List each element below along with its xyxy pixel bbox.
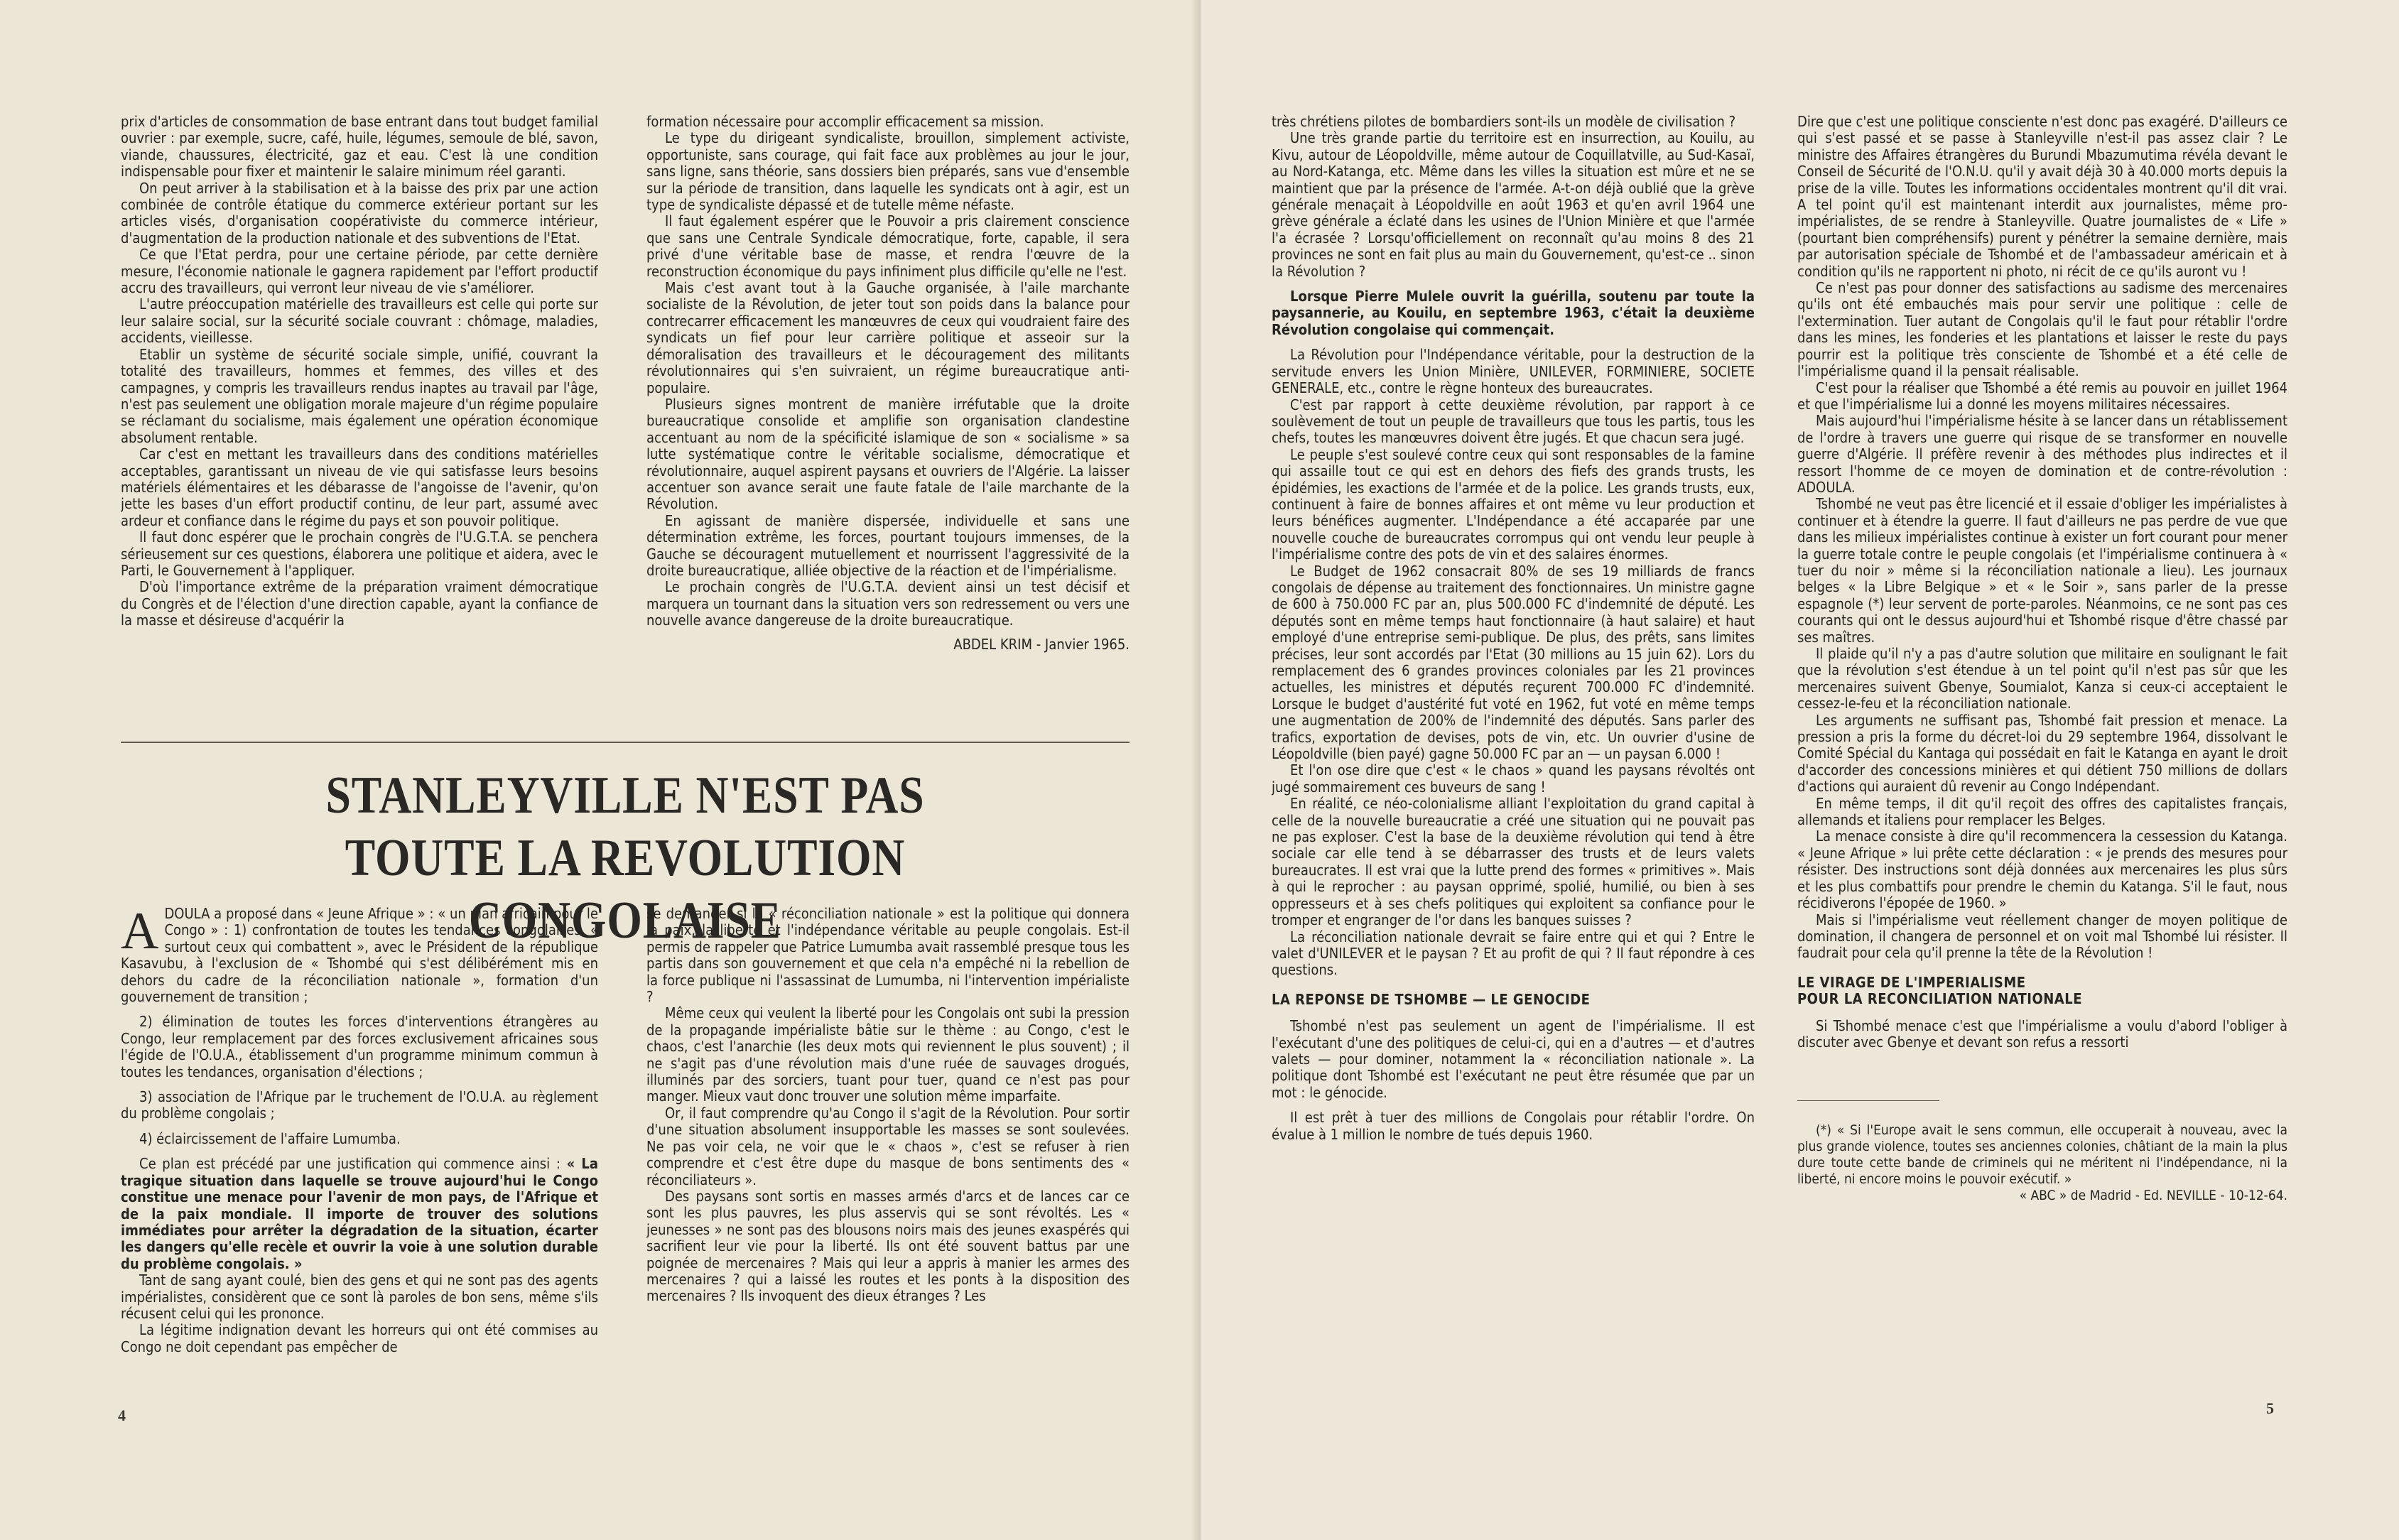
paragraph: Le prochain congrès de l'U.G.T.A. devient ainsi un test décisif et marquera un tournant dans la situation vers son redressement ou vers une nouvelle avance dangereuse de la droite bureaucratique. (646, 578, 1130, 629)
page-number: 5 (2266, 1399, 2274, 1417)
bold-paragraph: Lorsque Pierre Mulele ouvrit la guérilla, soutenu par toute la paysannerie, au Kouilu, en septembre 1963, c'était la deuxième Révolution congolaise qui commençait. (1272, 288, 1755, 338)
section-heading (1797, 975, 2287, 1008)
paragraph: Si Tshombé menace c'est que l'impérialisme a voulu d'abord l'obliger à discuter avec Gbenye et devant son refus a ressorti (1797, 1016, 2287, 1051)
section-divider (121, 742, 1130, 743)
paragraph-intro: Ce plan est précédé par une justification qui commence ainsi : (139, 1155, 567, 1173)
paragraph: En réalité, ce néo-colonialisme alliant l'exploitation du grand capital à celle de la nouvelle bureaucratie a créé une situation qui ne pouvait pas ne pas exploser. C'est la base de la deuxième révolution qui tend à être sociale car elle tend à se débarrasser des trusts et de leurs valets bureaucrates. Il est vrai que la lutte prend des formes « primitives ». Mais à qui le reprocher : au paysan opprimé, spolié, humilié, ou bien à ses oppresseurs et à ses chefs politiques qui exploitent sa confiance pour le tromper et engranger de l'or dans les banques suisses ? (1272, 795, 1755, 929)
paragraph: Ce n'est pas pour donner des satisfactions au sadisme des mercenaires qu'ils ont été embauchés mais pour servir une politique : celle de l'extermination. Tuer autant de Congolais qu'il le faut pour rétablir l'ordre dans les mines, les fonderies et les plantations et laisser le reste du pays pourrir est la politique très consciente de Tshombé et a été celle de l'impérialisme quand il la pensait réalisable. (1797, 279, 2287, 380)
paragraph: très chrétiens pilotes de bombardiers sont-ils un modèle de civilisation ? (1272, 114, 1736, 130)
paragraph: Dire que c'est une politique consciente n'est donc pas exagéré. D'ailleurs ce qui s'est passé et se passe à Stanleyville n'est-il pas assez clair ? Le ministre des Affaires étrangères du Burundi Mbazumutima révéla devant le Conseil de Sécurité de l'O.N.U. qu'il y avait déjà 30 à 40.000 morts depuis la prise de la ville. Toutes les informations occidentales montrent qu'il dit vrai. A tel point qu'il est maintenant interdit aux journalistes, même pro-impérialistes, de se rendre à Stanleyville. Quatre journalistes de « Life » (pourtant bien compréhensifs) purent y pénétrer la semaine dernière, mais par autorisation spéciale de Tshombé et de l'ambassadeur américain et à condition qu'ils ne rapportent ni photo, ni récit de ce qu'ils auront vu ! (1797, 114, 2287, 280)
paragraph (121, 1156, 598, 1272)
right-column-2 (1797, 114, 2287, 1392)
paragraph: 2) élimination de toutes les forces d'interventions étrangères au Congo, leur remplacement par des forces exclusivement africaines sous l'égide de l'O.U.A., établissement d'un programme minimum commun à toutes les tendances, organisation d'élections ; (121, 1013, 598, 1080)
paragraph: Plusieurs signes montrent de manière irréfutable que la droite bureaucratique consolide et amplifie son organisation clandestine accentuant au nom de la spécificité islamique de son « socialisme » sa lutte systématique contre le véritable socialisme, démocratique et révolutionnaire, auquel aspirent paysans et ouvriers de l'Algérie. La laisser accentuer son avance serait une faute fatale de l'aile marchante de la Révolution. (646, 395, 1130, 513)
left-upper-column-1 (121, 114, 598, 739)
footnote-divider (1797, 1100, 1939, 1101)
paragraph: Etablir un système de sécurité sociale simple, unifié, couvrant la totalité des travailleurs, hommes et femmes, des villes et des campagnes, y compris les travailleurs rendus inaptes au travail par l'âge, n'est pas seulement une obligation morale majeure d'un régime populaire se réclamant du socialisme, mais également une opération économique absolument rentable. (121, 345, 598, 446)
paragraph: Le Budget de 1962 consacrait 80% de ses 19 milliards de francs congolais de dépense au traitement des fonctionnaires. Un ministre gagne de 600 à 750.000 FC par an, plus 500.000 FC d'indemnité de député. Les députés sont en même temps haut fonctionnaire (à haut salaire) et haut employé d'une entreprise semi-publique. De plus, des prêts, sans limites précises, leur sont accordés par l'Etat (30 millions au 15 juin 62). Lors du remplacement des 6 grandes provinces coloniales par les 21 provinces actuelles, les ministres et députés reçurent 700.000 FC d'indemnité. Lorsque le budget d'austérité fut voté en 1962, fut voté en même temps une augmentation de 200% de l'indemnité des députés. Sans parler des trafics, exportation de devises, pots de vin, etc. Un ouvrier d'usine de Léopoldville (bien payé) gagne 50.000 FC par an — un paysan 6.000 ! (1272, 562, 1755, 763)
paragraph: Il faut donc espérer que le prochain congrès de l'U.G.T.A. se penchera sérieusement sur ces questions, élaborera une politique et aidera, avec le Parti, le Gouvernement à l'appliquer. (121, 528, 598, 579)
paragraph: Tshombé ne veut pas être licencié et il essaie d'obliger les impérialistes à continuer et à étendre la guerre. Il faut d'ailleurs ne pas perdre de vue que dans les milieux impérialistes continue à exister un fort courant pour mener la guerre totale contre le peuple congolais (et l'impérialisme continuera à « tuer du noir » même si la réconciliation nationale a lieu). Les journaux belges « la Libre Belgique » et « le Soir », sans parler de la presse espagnole (*) leur servent de porte-paroles. Néanmoins, ce ne sont pas ces courants qui ont le dessus aujourd'hui et Tshombé risque d'être chassé par ses maîtres. (1797, 495, 2287, 646)
page-number: 4 (118, 1406, 126, 1424)
author-signature: ABDEL KRIM - Janvier 1965. (953, 635, 1130, 653)
paragraph: Il est prêt à tuer des millions de Congolais pour rétablir l'ordre. On évalue à 1 million le nombre de tués depuis 1960. (1272, 1109, 1755, 1143)
paragraph: C'est par rapport à cette deuxième révolution, par rapport à ce soulèvement de tout un peuple de travailleurs que tous les partis, tous les chefs, toutes les manœuvres doivent être jugés. Et que chacun sera jugé. (1272, 396, 1755, 447)
paragraph: Le peuple s'est soulevé contre ceux qui sont responsables de la famine qui assaille tout ce qui est en dehors des fiefs des grands trusts, les épidémies, les exactions de l'armée et de la police. Les grands trusts, eux, continuent à faire de bonnes affaires et ont même vu leur production et leurs bénéfices augmenter. L'Indépendance a été accaparée par une nouvelle couche de bureaucrates corrompus qui ont vendu leur peuple à l'impérialisme contre des pots de vin et des salaires énormes. (1272, 445, 1755, 563)
left-upper-column-2 (646, 114, 1130, 739)
paragraph: C'est pour la réaliser que Tshombé a été remis au pouvoir en juillet 1964 et que l'impérialisme lui a donné les moyens militaires nécessaires. (1797, 379, 2287, 413)
footnote: (*) « Si l'Europe avait le sens commun, elle occuperait à nouveau, avec la plus grande violence, toutes ses anciennes colonies, châtiant de la main la plus dure toute cette bande de criminels qui ne méritent ni l'indépendance, ni la liberté, ni encore moins le pouvoir exécutif. » (1797, 1122, 2287, 1188)
bold-quote: « La tragique situation dans laquelle se trouve aujourd'hui le Congo constitue une menace pour l'avenir de mon pays, de l'Afrique et de la paix mondiale. Il importe de trouver des solutions immédiates pour arrêter la dégradation de la situation, écarter les dangers qu'elle recèle et ouvrir la voie à une solution durable du problème congolais. » (121, 1155, 598, 1272)
paragraph: Et l'on ose dire que c'est « le chaos » quand les paysans révoltés ont jugé sommairement ces buveurs de sang ! (1272, 761, 1755, 796)
section-heading-line-1: LE VIRAGE DE L'IMPERIALISME (1797, 973, 2026, 991)
article-column-1 (121, 906, 598, 1414)
paragraph: Mais aujourd'hui l'impérialisme hésite à se lancer dans un rétablissement de l'ordre à travers une guerre qui risque de se transformer en nouvelle guerre d'Algérie. Il préfère revenir à des méthodes plus indirectes et il ressort l'homme de ce moyen de domination et de contre-révolution : ADOULA. (1797, 412, 2287, 496)
paragraph: formation nécessaire pour accomplir efficacement sa mission. (646, 114, 1044, 130)
paragraph: Tant de sang ayant coulé, bien des gens et qui ne sont pas des agents impérialistes, considèrent que ce sont là paroles de bon sens, même s'ils récusent celui qui les prononce. (121, 1271, 598, 1322)
paragraph: Même ceux qui veulent la liberté pour les Congolais ont subi la pression de la propagande impérialiste bâtie sur le thème : au Congo, c'est le chaos, c'est l'anarchie (les deux mots qui reviennent le plus souvent) ; il ne s'agit pas d'une révolution mais d'une ruée de sauvages drogués, illuminés par des sorciers, tuant pour tuer, quand ce n'est pas pour manger. Mieux vaut donc trouver une solution même imparfaite. (646, 1004, 1130, 1105)
section-heading: LA REPONSE DE TSHOMBE — LE GENOCIDE (1272, 990, 1591, 1008)
paragraph: Il faut également espérer que le Pouvoir a pris clairement conscience que sans une Centrale Syndicale démocratique, forte, capable, il sera privé d'une véritable base de masse, et rendra l'œuvre de la reconstruction économique du pays infiniment plus difficile qu'elle ne l'est. (646, 212, 1130, 280)
paragraph: Mais si l'impérialisme veut réellement changer de moyen politique de domination, il changera de personnel et on voit mal Tshombé lui résister. Il faudrait pour cela qu'il prenne la tête de la Révolution ! (1797, 911, 2287, 962)
footnote-source: « ABC » de Madrid - Ed. NEVILLE - 10-12-64. (2019, 1188, 2287, 1204)
paragraph: La Révolution pour l'Indépendance véritable, pour la destruction de la servitude envers les Union Minière, UNILEVER, FORMINIERE, SOCIETE GENERALE, etc., contre le règne honteux des bureaucrates. (1272, 346, 1755, 397)
paragraph: Tshombé n'est pas seulement un agent de l'impérialisme. Il est l'exécutant d'une des politiques de celui-ci, qui en a d'autres — et d'autres valets — pour dominer, notamment la « réconciliation nationale ». La politique dont Tshombé est l'exécutant ne peut être résumée que par un mot : le génocide. (1272, 1017, 1755, 1101)
paragraph: La menace consiste à dire qu'il recommencera la cessession du Katanga. « Jeune Afrique » lui prête cette déclaration : « je prends des mesures pour résister. Des instructions sont déjà données aux mercenaires les plus sûrs et les plus combattifs pour prendre le chemin du Katanga. S'il le faut, nous récidiverons l'épopée de 1960. » (1797, 828, 2287, 912)
article-title-line-2: TOUTE LA REVOLUTION CONGOLAISE (345, 829, 906, 950)
right-page (1201, 0, 2399, 1540)
article-column-2 (646, 906, 1130, 1414)
section-heading-line-2: POUR LA RECONCILIATION NATIONALE (1797, 990, 2082, 1008)
paragraph: En agissant de manière dispersée, individuelle et sans une détermination extrême, les forces, pourtant toujours immenses, de la Gauche se découragent mutuellement et nourrissent l'aggressivité de la droite bureaucratique, alliée objective de la réaction et de l'impérialisme. (646, 511, 1130, 579)
paragraph: La réconciliation nationale devrait se faire entre qui et qui ? Entre le valet d'UNILEVER et le paysan ? Et au profit de qui ? Il faut répondre à ces questions. (1272, 928, 1755, 979)
paragraph: L'autre préoccupation matérielle des travailleurs est celle qui porte sur leur salaire social, sur la sécurité sociale couvrant : chômage, maladies, accidents, vieillesse. (121, 295, 598, 347)
paragraph: En même temps, il dit qu'il reçoit des offres des capitalistes français, allemands et italiens pour remplacer les Belges. (1797, 794, 2287, 829)
article-title-line-1: STANLEYVILLE N'EST PAS (325, 766, 925, 825)
paragraph: Une très grande partie du territoire est en insurrection, au Kouilu, au Kivu, autour de Léopoldville, même autour de Coquillatville, au Sud-Kasaï, au Nord-Katanga, etc. Même dans les villes la situation est mûre et ne se maintient que par la présence de l'armée. A-t-on déjà oublié que la grève générale menaçait à Léopoldville en août 1963 et qu'en avril 1964 une grève générale a éclaté dans les usines de l'Union Minière et que l'armée l'a écrasée ? Lorsqu'officiellement on reconnaît qu'au moins 8 des 21 provinces ne sont en fait plus au main du Gouvernement, qu'est-ce .. sinon la Révolution ? (1272, 129, 1755, 280)
paragraph: Les arguments ne suffisant pas, Tshombé fait pression et menace. La pression a pris la forme du décret-loi du 29 septembre 1964, dissolvant le Comité Spécial du Kantaga qui possédait en fait le Katanga en ayant le droit d'accorder des concessions minières et qui détient 750 millions de dollars d'actions qui auraient dû revenir au Congo Indépendant. (1797, 711, 2287, 796)
paragraph: Des paysans sont sortis en masses armés d'arcs et de lances car ce sont les plus pauvres, les plus asservis qui se sont révoltés. Les « jeunesses » ne sont pas des blousons noirs mais des jeunes exaspérés qui sacrifient leur vie pour la liberté. Ils ont été souvent battus par une poignée de mercenaires ? Mais qui leur a appris à manier les armes des mercenaires ? qui a laissé les routes et les ponts à la disposition des mercenaires ? Ils invoquent des dieux étranges ? Les (646, 1187, 1130, 1305)
paragraph: prix d'articles de consommation de base entrant dans tout budget familial ouvrier : par exemple, sucre, café, huile, légumes, semoule de blé, savon, viande, chaussures, électricité, gaz et eau. C'est là une condition indispensable pour fixer et maintenir le salaire minimum réel garanti. (121, 114, 598, 180)
paragraph: Le type du dirigeant syndicaliste, brouillon, simplement activiste, opportuniste, sans courage, qui fait face aux problèmes au jour le jour, sans ligne, sans théorie, sans dossiers bien préparés, sans vue d'ensemble sur la période de transition, dans laquelle les syndicats ont à agir, est un type de syndicaliste dépassé et de tutelle même néfaste. (646, 129, 1130, 214)
paragraph: La légitime indignation devant les horreurs qui ont été commises au Congo ne doit cependant pas empêcher de (121, 1321, 598, 1355)
drop-cap: A (121, 906, 159, 960)
article-lead (121, 906, 598, 1005)
paragraph: 4) éclaircissement de l'affaire Lumumba. (139, 1129, 401, 1147)
paragraph: 3) association de l'Afrique par le truchement de l'O.U.A. au règlement du problème congolais ; (121, 1088, 598, 1122)
paragraph: Ce que l'Etat perdra, pour une certaine période, par cette dernière mesure, l'économie nationale le gagnera rapidement par l'effort productif accru des travailleurs, qui verront leur niveau de vie s'améliorer. (121, 246, 598, 297)
paragraph: se demander si la « réconciliation nationale » est la politique qui donnera la paix, la liberté et l'indépendance véritable au peuple congolais. Est-il permis de rappeler que Patrice Lumumba avait rassemblé presque tous les partis dans son gouvernement et que cela n'a empêché ni la rebellion de la force publique ni l'assassinat de Lumumba, ni l'intervention impérialiste ? (646, 906, 1130, 1006)
paragraph: D'où l'importance extrême de la préparation vraiment démocratique du Congrès et de l'élection d'une direction capable, ayant la confiance de la masse et désireuse d'acquérir la (121, 578, 598, 629)
paragraph: Or, il faut comprendre qu'au Congo il s'agit de la Révolution. Pour sortir d'une situation absolument insupportable les masses se sont soulevées. Ne pas voir cela, ne voir que le « chaos », c'est se refuser à rien comprendre et c'est être dupe du masque de bons sentiments des « réconciliateurs ». (646, 1104, 1130, 1188)
lead-text: DOULA a proposé dans « Jeune Afrique » : « un plan africain pour le Congo » : 1) confrontation de toutes les tendances congolaises, « surtout ceux qui combattent », avec le Président de la république Kasavubu, à l'exclusion de « Tshombé qui s'est délibérément mis en dehors du cadre de la réconciliation nationale », formation d'un gouvernement de transition ; (121, 906, 598, 1006)
paragraph: Car c'est en mettant les travailleurs dans des conditions matérielles acceptables, garantissant un niveau de vie qui satisfasse leurs besoins matériels élémentaires et les débarasse de l'angoisse de l'avenir, qu'on jette les bases d'un effort productif continu, de leur part, assumé avec ardeur et confiance dans le régime du pays et son pouvoir politique. (121, 445, 598, 529)
right-column-1 (1272, 114, 1755, 1364)
paragraph: Il plaide qu'il n'y a pas d'autre solution que militaire en soulignant le fait que la révolution s'est étendue à un tel point qu'il n'est pas sûr que les mercenaires suivent Gbenye, Soumialot, Kanza si ceux-ci acceptaient le cessez-le-feu et la réconciliation nationale. (1797, 645, 2287, 712)
paragraph: Mais c'est avant tout à la Gauche organisée, à l'aile marchante socialiste de la Révolution, de jeter tout son poids dans la balance pour contrecarrer efficacement les manœuvres de ceux qui voudraient faire des syndicats un fief pour leur carrière politique et asseoir sur la démoralisation des travailleurs et le découragement des militants révolutionnaires qui s'en suivraient, un régime bureaucratique anti-populaire. (646, 279, 1130, 396)
paragraph: On peut arriver à la stabilisation et à la baisse des prix par une action combinée de contrôle étatique du commerce extérieur portant sur les articles visés, d'organisation coopérativiste du commerce intérieur, d'augmentation de la production nationale et des subventions de l'Etat. (121, 179, 598, 246)
